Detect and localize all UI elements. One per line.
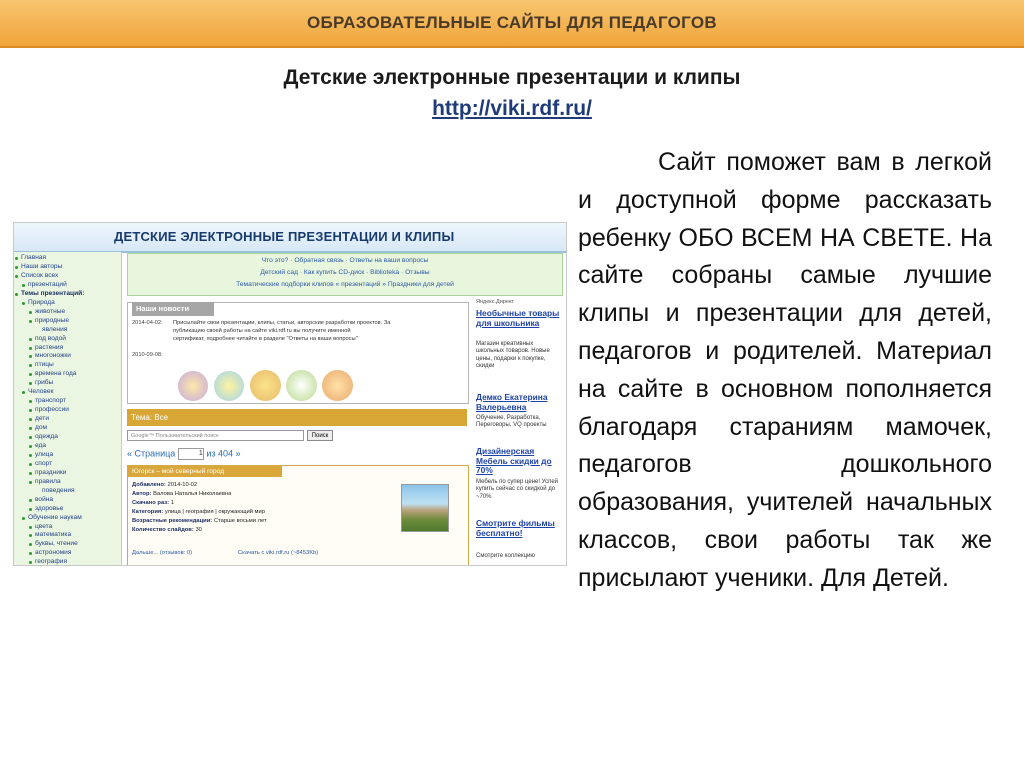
sidebar-item[interactable]: профессии [35, 406, 69, 414]
page-input[interactable]: 1 [178, 448, 204, 460]
sidebar-item[interactable]: дом [35, 424, 48, 432]
item-thumbnail[interactable] [401, 484, 449, 532]
sidebar-item[interactable]: математика [35, 531, 72, 539]
sidebar-bullet-icon [22, 517, 25, 520]
search-button[interactable]: Поиск [307, 430, 333, 441]
sidebar-item: Темы презентаций: [21, 289, 85, 297]
sidebar-item[interactable]: Природа [28, 298, 55, 306]
sidebar-bullet-icon [29, 400, 32, 403]
item-age-label: Возрастные рекомендации: [132, 518, 213, 524]
presentation-item [127, 465, 469, 566]
sidebar-item[interactable]: география [35, 558, 68, 566]
item-slides-value: 30 [195, 527, 202, 533]
sidebar-item[interactable]: птицы [35, 361, 54, 369]
item-downloads [132, 500, 174, 506]
news-text: сертификат, подробнее читайте в разделе "Ответы на ваши вопросы" [173, 336, 358, 342]
item-category [132, 509, 265, 515]
ad-title[interactable]: Дизайнерская Мебель скидки до 70% [476, 446, 552, 475]
sidebar-item[interactable]: Обучение наукам [28, 513, 82, 521]
nav-line[interactable]: Детский сад · Как купить CD-диск · Biblioteka · Отзывы [260, 269, 430, 276]
sidebar-item[interactable]: Наши авторы [21, 262, 63, 270]
sidebar-bullet-icon [29, 445, 32, 448]
sidebar-bullet-icon [29, 508, 32, 511]
sidebar-item[interactable]: под водой [35, 334, 66, 342]
ads-label: Яндекс.Директ [476, 299, 514, 305]
site-sidebar [14, 252, 122, 565]
site-title: ДЕТСКИЕ ЭЛЕКТРОННЫЕ ПРЕЗЕНТАЦИИ И КЛИПЫ [114, 229, 455, 244]
news-date: 2014-04-02: [132, 320, 163, 326]
item-author-label: Автор: [132, 491, 152, 497]
sidebar-item[interactable]: одежда [35, 433, 58, 440]
sidebar-item[interactable]: растения [35, 343, 64, 351]
sidebar-bullet-icon [29, 427, 32, 430]
news-image [214, 371, 244, 401]
ads-column [474, 297, 564, 565]
sidebar-bullet-icon [29, 561, 32, 564]
sidebar-item[interactable]: явления [42, 325, 68, 333]
sidebar-item[interactable]: Список всех [21, 271, 59, 279]
pager-prev[interactable]: « Страница [127, 448, 176, 459]
sidebar-item[interactable]: правила [35, 477, 61, 485]
sidebar-bullet-icon [29, 472, 32, 475]
pager [127, 448, 241, 460]
pager-of: из 404 [206, 448, 233, 459]
sidebar-bullet-icon [29, 347, 32, 350]
sidebar-bullet-icon [29, 463, 32, 466]
sidebar-bullet-icon [29, 409, 32, 412]
item-age-value: Старше восьми лет [213, 518, 267, 524]
ad-text: Обучение, Разработка, Переговоры, VQ проекты [476, 415, 547, 429]
sidebar-item[interactable]: Главная [21, 254, 47, 261]
item-category-value: улица | география | окружающий мир [164, 509, 265, 515]
sidebar-item[interactable]: многоножки [35, 352, 71, 360]
sidebar-bullet-icon [22, 302, 25, 305]
sidebar-bullet-icon [29, 311, 32, 314]
slide-header-bar [0, 0, 1024, 48]
news-text: публикацию своей работы на сайте viki.rdf.ru вы получите именной [173, 328, 351, 334]
item-more-link[interactable]: Дальше... (отзывов: 0) [132, 550, 193, 556]
sidebar-item[interactable]: улица [35, 450, 54, 458]
item-downloads-value: 1 [170, 500, 174, 506]
sidebar-item[interactable]: времена года [35, 370, 77, 378]
sidebar-item[interactable]: спорт [35, 459, 53, 467]
sidebar-bullet-icon [29, 418, 32, 421]
sidebar-bullet-icon [29, 320, 32, 323]
sidebar-item[interactable]: война [35, 495, 54, 503]
ad-text: Смотрите коллекцию [476, 553, 535, 559]
sidebar-bullet-icon [29, 552, 32, 555]
site-link[interactable]: http://viki.rdf.ru/ [432, 97, 592, 120]
ad-title[interactable]: Демко Екатерина Валерьевна [476, 392, 548, 412]
sidebar-item[interactable]: Человек [28, 388, 54, 396]
sidebar-bullet-icon [29, 481, 32, 484]
site-nav-box [127, 253, 563, 296]
news-date: 2010-09-08: [132, 352, 163, 358]
search-input[interactable]: Google™ Пользовательский поиск [127, 430, 304, 441]
slide-body-text: Сайт поможет вам в легкой и доступной форме рассказать ребенку ОБО ВСЕМ НА СВЕТЕ. На сайте собраны самые лучшие клипы и презентации для детей, педагогов и родителей. Материал на сайте в основном пополняется благодаря стараниям мамочек, педагогов дошкольного образования, учителей начальных классов, свои работы так же присылают ученики. Для Детей. [578, 148, 992, 592]
sidebar-bullet-icon [15, 293, 18, 296]
sidebar-bullet-icon [22, 284, 25, 287]
item-added [132, 482, 197, 488]
slide-header-title: ОБРАЗОВАТЕЛЬНЫЕ САЙТЫ ДЛЯ ПЕДАГОГОВ [307, 13, 717, 32]
sidebar-bullet-icon [29, 454, 32, 457]
website-screenshot [13, 222, 567, 566]
news-header: Наши новости [132, 302, 214, 316]
site-header [14, 223, 566, 253]
item-added-label: Добавлено: [132, 482, 166, 488]
sidebar-bullet-icon [29, 526, 32, 529]
sidebar-bullet-icon [29, 382, 32, 385]
sidebar-bullet-icon [29, 436, 32, 439]
sidebar-bullet-icon [29, 499, 32, 502]
item-download-link[interactable]: Скачать с viki.rdf.ru (~8453Kb) [238, 550, 319, 556]
item-added-value: 2014-10-02 [167, 482, 198, 488]
sidebar-bullet-icon [29, 373, 32, 376]
slide-title: Детские электронные презентации и клипы [283, 66, 741, 89]
news-image [322, 370, 353, 401]
sidebar-item[interactable]: астрономия [35, 549, 72, 557]
ad-title[interactable]: Необычные товары для школьника [476, 308, 560, 328]
nav-line[interactable]: Тематические подборки клипов « презентаций » Праздники для детей [236, 281, 454, 288]
ad-text: Мебель по супер цене! Успей купить сейчас со скидкой до ~70% [476, 479, 559, 500]
sidebar-item[interactable]: праздники [35, 468, 67, 476]
item-category-label: Категория: [132, 509, 164, 515]
sidebar-item[interactable]: презентаций [28, 280, 67, 288]
nav-line[interactable]: Что это? · Обратная связь · Ответы на ваши вопросы [261, 257, 429, 264]
news-image [250, 370, 281, 401]
item-author-value: Валова Наталья Николаевна [153, 491, 232, 497]
item-slides-label: Количество слайдов: [132, 527, 194, 533]
sidebar-bullet-icon [29, 543, 32, 546]
sidebar-bullet-icon [15, 266, 18, 269]
pager-next[interactable]: » [235, 448, 241, 459]
sidebar-item[interactable]: еда [35, 441, 47, 449]
news-box [127, 302, 469, 404]
sidebar-item[interactable]: цвета [35, 522, 53, 530]
item-slides [132, 527, 202, 533]
sidebar-item[interactable]: транспорт [35, 397, 67, 405]
sidebar-item[interactable]: грибы [35, 379, 54, 387]
sidebar-bullet-icon [29, 534, 32, 537]
news-image [178, 371, 208, 401]
sidebar-bullet-icon [22, 391, 25, 394]
ad-title[interactable]: Смотрите фильмы бесплатно! [476, 518, 555, 538]
ad-text: Магазин креативных школьных товаров. Новые цены, подарки к покупке, скидки [476, 341, 550, 370]
news-image [286, 370, 317, 401]
item-downloads-label: Скачано раз: [132, 500, 170, 506]
item-author [132, 491, 231, 497]
sidebar-bullet-icon [29, 355, 32, 358]
sidebar-bullet-icon [29, 364, 32, 367]
sidebar-item[interactable]: дети [35, 415, 49, 423]
theme-bar: Тема: Все [127, 409, 467, 426]
sidebar-item[interactable]: животные [35, 307, 66, 315]
sidebar-item[interactable]: здоровье [35, 504, 64, 512]
sidebar-item[interactable]: природные [35, 316, 70, 324]
sidebar-item[interactable]: поведения [42, 486, 75, 494]
sidebar-bullet-icon [29, 338, 32, 341]
news-text: Присылайте свои презентации, клипы, статьи, авторские разработки проектов. За [173, 320, 391, 326]
sidebar-bullet-icon [15, 257, 18, 260]
sidebar-item[interactable]: буквы, чтение [35, 540, 78, 548]
item-age [132, 518, 267, 524]
sidebar-bullet-icon [15, 275, 18, 278]
item-title[interactable]: Югорск – мой северный город [128, 466, 282, 477]
